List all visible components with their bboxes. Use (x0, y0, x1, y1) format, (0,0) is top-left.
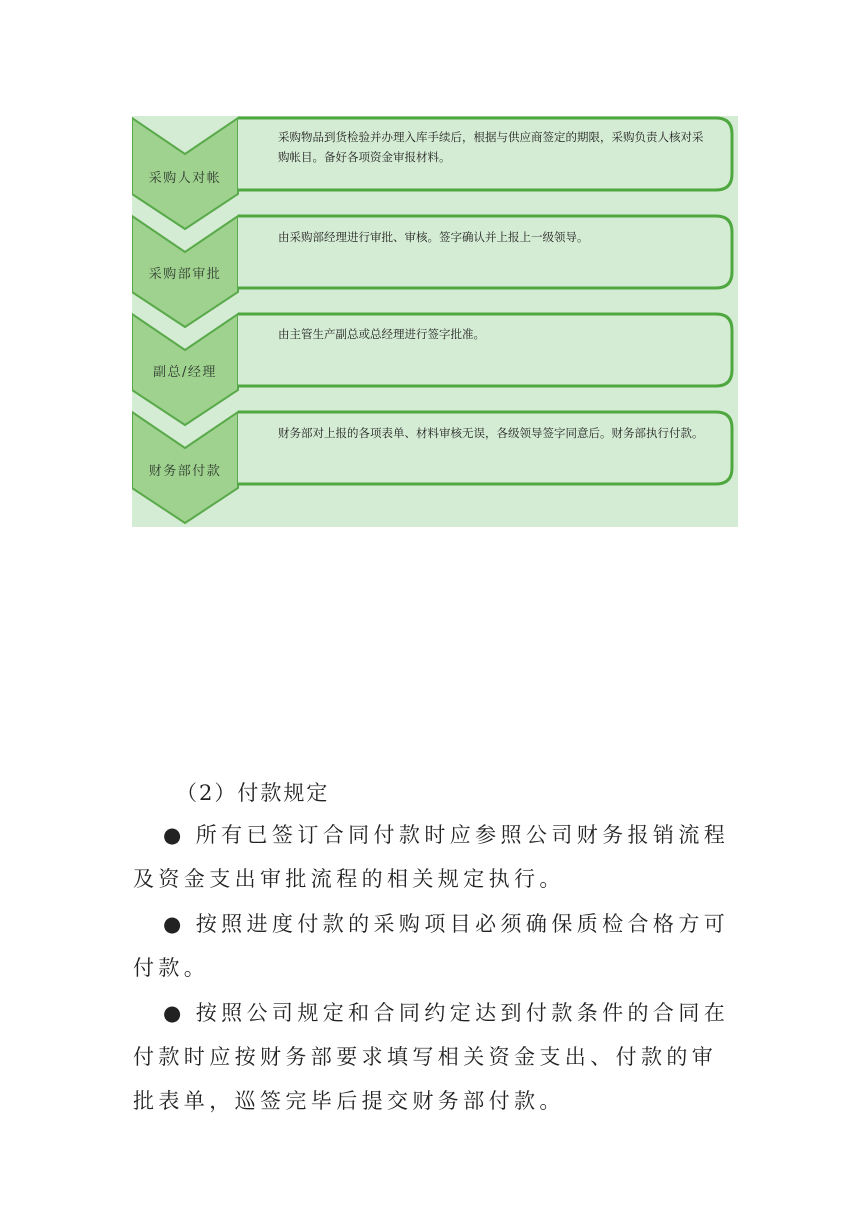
list-item-text: 按照进度付款的采购项目必须确保质检合格方可付款。 (133, 912, 730, 980)
list-item (133, 813, 741, 901)
list-item (133, 991, 741, 1123)
step-label: 采购部审批 (148, 267, 222, 282)
step-description: 财务部对上报的各项表单、材料审核无误，各级领导签字同意后。财务部执行付款。 (278, 426, 704, 440)
section-heading: （2）付款规定 (176, 781, 330, 805)
bullet-icon: ● (163, 1001, 186, 1025)
list-item-text: 按照公司规定和合同约定达到付款条件的合同在付款时应按财务部要求填写相关资金支出、付款的审批表单，巡签完毕后提交财务部付款。 (133, 1001, 730, 1113)
list-item-text: 所有已签订合同付款时应参照公司财务报销流程及资金支出审批流程的相关规定执行。 (133, 823, 730, 891)
step-description: 由主管生产副总或总经理进行签字批准。 (278, 327, 485, 341)
bullet-icon: ● (163, 823, 186, 847)
step-label: 副总/经理 (153, 365, 217, 380)
step-label: 采购人对帐 (148, 171, 222, 186)
list-item (133, 902, 741, 990)
process-flowchart (132, 116, 738, 527)
bullet-icon: ● (163, 912, 186, 936)
step-label: 财务部付款 (148, 464, 222, 479)
step-description: 采购物品到货检验并办理入库手续后，根据与供应商签定的期限，采购负责人核对采购帐目。备好各项资金审报材料。 (278, 130, 704, 164)
step-description: 由采购部经理进行审批、审核。签字确认并上报上一级领导。 (278, 230, 589, 244)
